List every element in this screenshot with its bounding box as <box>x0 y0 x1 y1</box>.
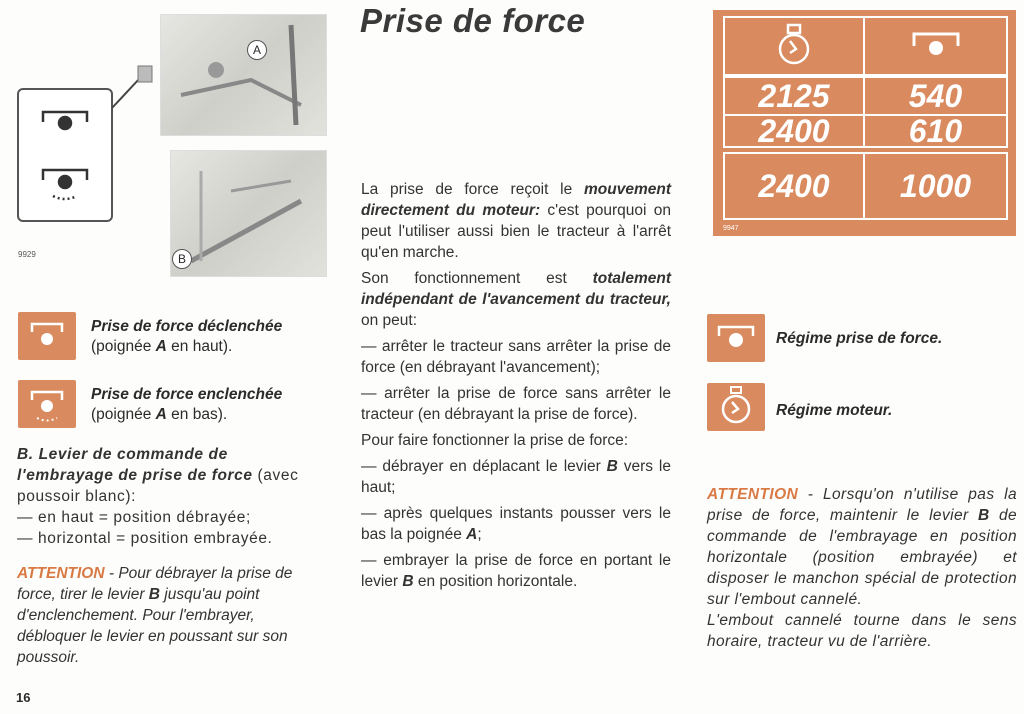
engine-rpm-3: 2400 <box>723 152 865 220</box>
engine-icon <box>774 23 814 67</box>
mid-p2-b: totalement indépendant de l'avancement du tracteur, <box>361 270 671 308</box>
mid-p1-c: c'est pourquoi on peut l'utiliser aussi bien le tracteur à l'arrêt qu'en marche. <box>361 202 672 261</box>
right-attention-b: B <box>977 507 990 524</box>
page-title: Prise de force <box>360 2 586 39</box>
mid-p1-a: La prise de force reçoit le <box>361 181 584 198</box>
left-attention-b: B <box>148 586 160 603</box>
lever-b-drawing <box>171 151 326 276</box>
callout-a: A <box>247 40 267 60</box>
legend-pto-on <box>91 385 331 425</box>
lever-b-heading: B. Levier de commande de l'embrayage de prise de force <box>17 446 253 484</box>
engine-rpm-1: 2125 <box>723 76 865 116</box>
mid-p5: Pour faire fonctionner la prise de force: <box>361 432 629 449</box>
pto-speed-header-cell <box>863 16 1008 76</box>
mid-p3: — arrêter le tracteur sans arrêter la prise de force (en débrayant l'avancement); <box>361 338 671 376</box>
lever-b-line1: — en haut = position débrayée; <box>17 509 251 526</box>
right-attention-label: ATTENTION <box>707 486 799 503</box>
legend-pto-on-title: Prise de force enclenchée <box>91 386 283 403</box>
pto-on-switch-icon <box>43 170 87 199</box>
mid-p8-b: B <box>402 573 414 590</box>
mid-p8-a: — embrayer la prise de force en portant le levier <box>361 552 671 590</box>
mid-p8-c: en position horizontale. <box>413 573 578 590</box>
legend-engine-speed: Régime moteur. <box>776 402 893 419</box>
lever-b-line2: — horizontal = position embrayée. <box>17 530 273 547</box>
right-column-text <box>707 484 1017 652</box>
leader-line <box>108 64 158 114</box>
pto-rpm-2: 610 <box>863 114 1008 148</box>
right-attention-text3: L'embout cannelé tourne dans le sens horaire, tracteur vu de l'arrière. <box>707 612 1017 650</box>
pto-rpm-3: 1000 <box>863 152 1008 220</box>
mid-p6-a: — débrayer en déplacant le levier <box>361 458 607 475</box>
pto-off-icon <box>18 312 76 360</box>
left-attention-text2: jusqu'au point d'enclenchement. Pour l'embrayer, débloquer le levier en poussant sur son poussoir. <box>17 586 288 666</box>
mid-p7-b: A <box>466 526 478 543</box>
callout-b: B <box>172 249 192 269</box>
rpm-decal-panel <box>713 10 1016 236</box>
pto-off-switch-icon <box>43 112 87 129</box>
legend-pto-off-pre: (poignée <box>91 338 156 355</box>
page-number: 16 <box>16 690 31 705</box>
mid-p4: — arrêter la prise de force sans arrêter le tracteur (en débrayant la prise de force). <box>361 385 671 423</box>
legend-pto-off-post: en haut). <box>166 338 233 355</box>
mid-p6-c: vers le haut; <box>361 458 671 496</box>
mid-p2-a: Son fonctionnement est <box>361 270 593 287</box>
legend-pto-speed: Régime prise de force. <box>776 330 943 347</box>
mid-p2-c: on peut: <box>361 312 418 329</box>
left-attention-label: ATTENTION <box>17 565 105 582</box>
engine-rpm-2: 2400 <box>723 114 865 148</box>
lever-b-rest: (avec poussoir blanc): <box>17 467 299 505</box>
lever-a-drawing <box>161 15 326 135</box>
pto-speed-icon <box>707 314 765 362</box>
legend-pto-on-post: en bas). <box>166 406 228 423</box>
figure-number-right: 9947 <box>723 225 739 232</box>
legend-pto-off-letter: A <box>155 338 167 355</box>
left-attention-text: - Pour débrayer la prise de force, tirer le levier <box>17 565 293 603</box>
legend-pto-off <box>91 317 331 357</box>
middle-column-text <box>361 179 671 597</box>
pto-rpm-1: 540 <box>863 76 1008 116</box>
pto-switch-icons <box>19 90 111 220</box>
figure-number-left: 9929 <box>18 250 36 259</box>
right-attention-text1: - Lorsqu'on n'utilise pas la prise de force, maintenir le levier <box>707 486 1017 524</box>
engine-speed-icon <box>707 383 765 431</box>
right-attention-text2: de commande de l'embrayage en position horizontale (position embrayée) et disposer le manchon spécial de protection sur l'embout cannelé. <box>707 507 1017 608</box>
mid-p7-c: ; <box>477 526 482 543</box>
pto-on-icon <box>18 380 76 428</box>
engine-speed-header-cell <box>723 16 865 76</box>
pto-switch-panel <box>17 88 113 222</box>
legend-pto-off-title: Prise de force déclenchée <box>91 318 283 335</box>
mid-p7-a: — après quelques instants pousser vers le bas la poignée <box>361 505 671 543</box>
mid-p6-b: B <box>606 458 618 475</box>
legend-pto-on-pre: (poignée <box>91 406 156 423</box>
pto-icon <box>906 24 966 68</box>
mid-p1-b: mouvement directement du moteur: <box>361 181 671 219</box>
lever-a-photo <box>160 14 327 136</box>
lever-b-photo <box>170 150 327 277</box>
legend-pto-on-letter: A <box>155 406 167 423</box>
left-column-text <box>17 444 327 673</box>
